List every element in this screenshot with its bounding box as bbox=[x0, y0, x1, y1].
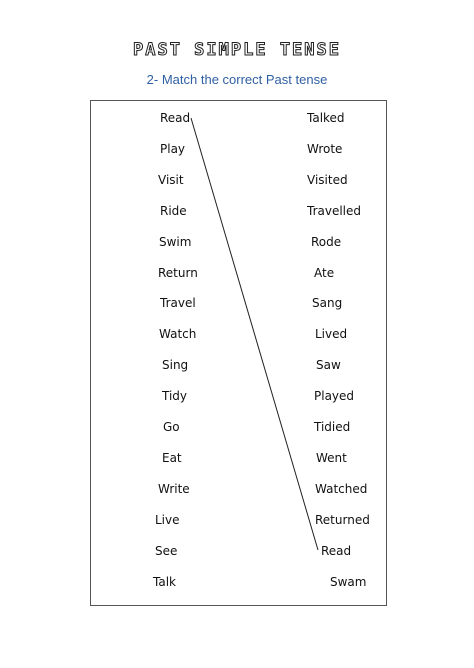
base-verb[interactable]: Write bbox=[158, 481, 190, 496]
base-verb[interactable]: Eat bbox=[162, 450, 182, 465]
base-verb[interactable]: Ride bbox=[160, 203, 187, 218]
past-tense-verb[interactable]: Returned bbox=[315, 512, 370, 527]
past-tense-verb[interactable]: Ate bbox=[314, 265, 335, 280]
past-tense-verb[interactable]: Travelled bbox=[307, 203, 362, 218]
base-verb[interactable]: Tidy bbox=[162, 389, 188, 404]
past-tense-verb[interactable]: Swam bbox=[330, 574, 367, 589]
base-verb[interactable]: Swim bbox=[159, 234, 192, 249]
past-tense-verb[interactable]: Played bbox=[314, 389, 355, 404]
past-tense-verb[interactable]: Saw bbox=[316, 358, 341, 373]
past-tense-verb[interactable]: Read bbox=[321, 543, 352, 558]
base-verb[interactable]: Travel bbox=[160, 296, 196, 311]
past-tense-verb[interactable]: Sang bbox=[312, 296, 343, 311]
base-verb[interactable]: Play bbox=[160, 141, 186, 156]
base-verb[interactable]: Watch bbox=[159, 327, 197, 342]
match-line[interactable] bbox=[191, 118, 318, 550]
past-tense-verb[interactable]: Talked bbox=[307, 111, 345, 125]
page-title: PAST SIMPLE TENSE bbox=[133, 40, 341, 60]
past-tense-verb[interactable]: Visited bbox=[307, 172, 348, 187]
base-verb[interactable]: Sing bbox=[162, 358, 189, 373]
base-verb[interactable]: Visit bbox=[158, 172, 184, 187]
base-verb[interactable]: Go bbox=[163, 420, 180, 434]
base-verb[interactable]: Talk bbox=[153, 574, 176, 589]
past-tense-verb[interactable]: Rode bbox=[311, 234, 342, 249]
base-verb[interactable]: Read bbox=[160, 111, 191, 125]
past-tense-verb[interactable]: Tidied bbox=[314, 420, 351, 434]
exercise-instruction: 2- Match the correct Past tense bbox=[146, 72, 328, 87]
past-tense-verb[interactable]: Wrote bbox=[307, 141, 343, 156]
past-tense-verb[interactable]: Lived bbox=[315, 327, 348, 342]
past-tense-verb[interactable]: Watched bbox=[315, 481, 368, 496]
base-verb[interactable]: Live bbox=[155, 512, 180, 527]
base-verb[interactable]: Return bbox=[158, 265, 198, 280]
past-tense-verb[interactable]: Went bbox=[316, 450, 347, 465]
base-verb[interactable]: See bbox=[155, 543, 178, 558]
